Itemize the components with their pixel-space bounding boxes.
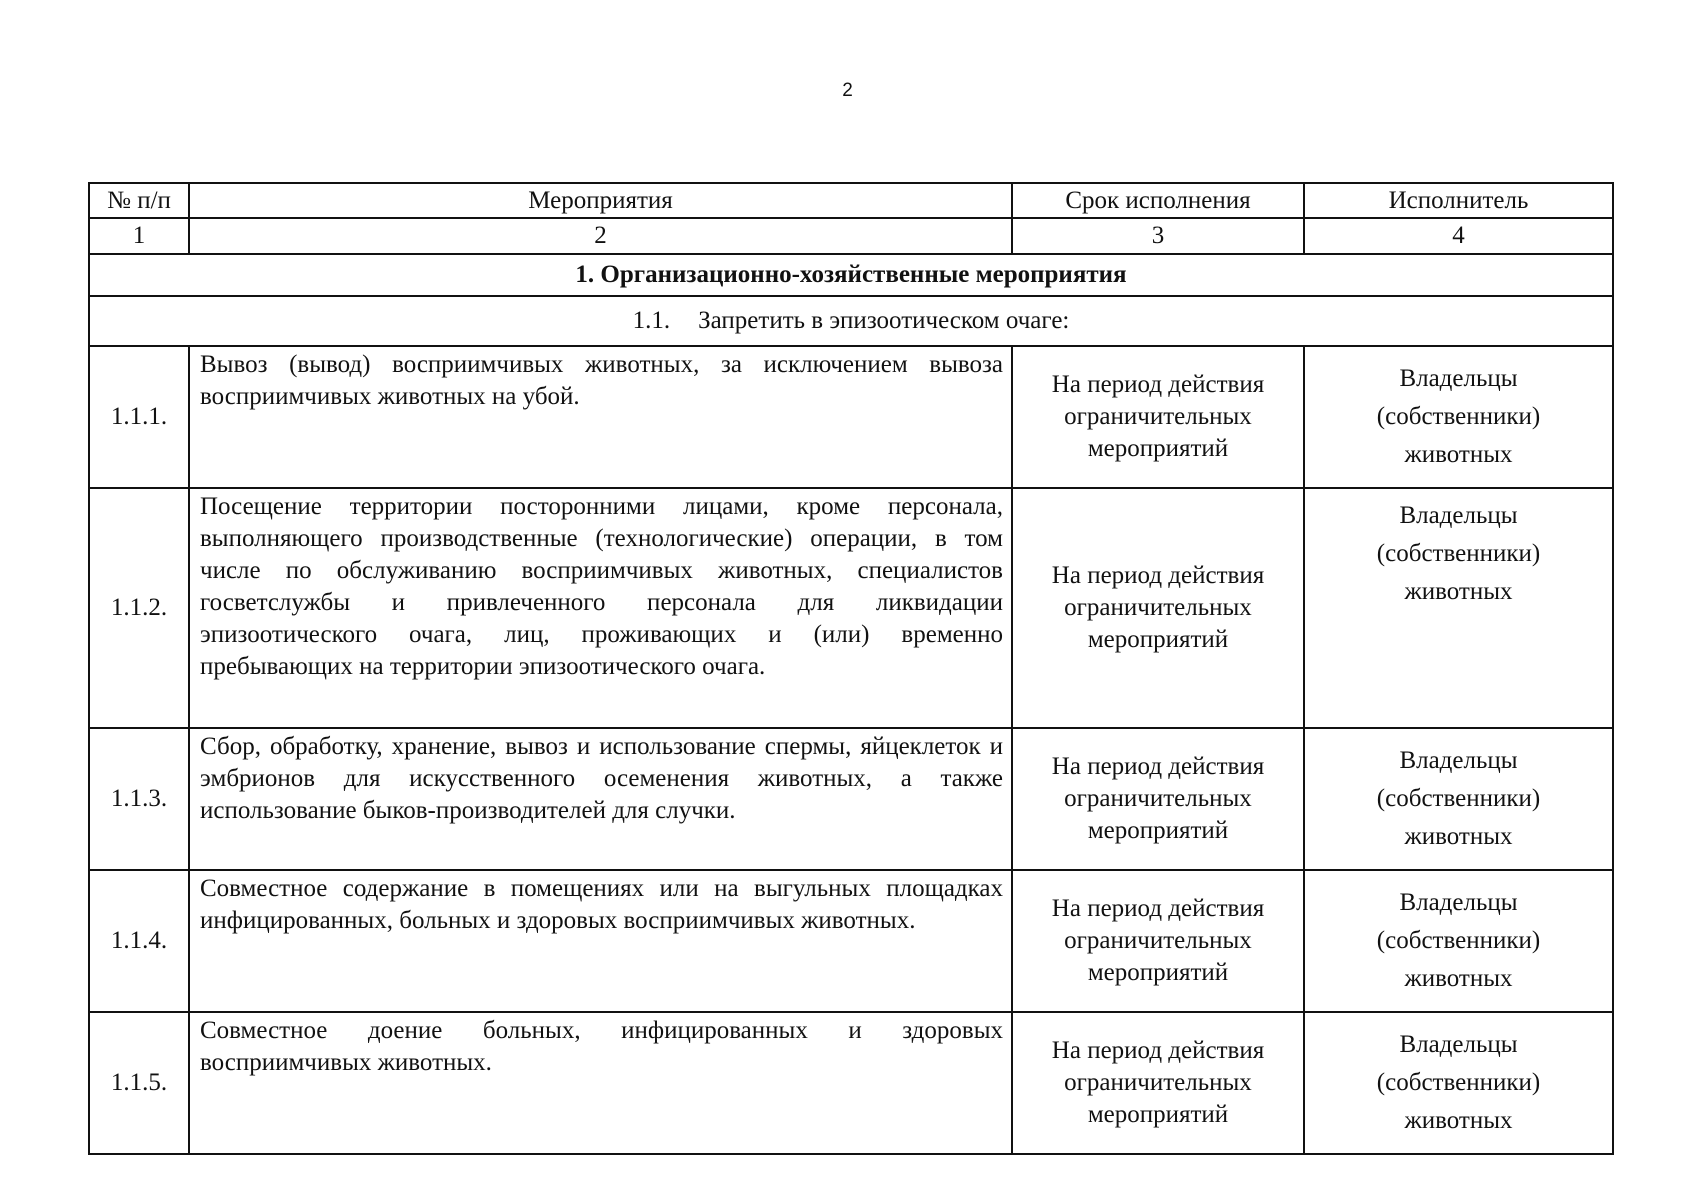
row-number: 1.1.2. [89, 488, 189, 728]
page-number: 2 [842, 80, 853, 101]
row-executor [1304, 728, 1613, 870]
row-activity: Совместное содержание в помещениях или на выгульных площадках инфицированных, больных и здоровых восприимчивых животных. [189, 870, 1012, 1012]
executor-line: Владельцы [1399, 889, 1518, 916]
executor-line: (собственники) [1376, 927, 1541, 954]
row-activity: Сбор, обработку, хранение, вывоз и использование спермы, яйцеклеток и эмбрионов для искусственного осеменения животных, а также использование быков-производителей для случки. [189, 728, 1012, 870]
term-line: ограничительных [1064, 594, 1252, 621]
term-line: ограничительных [1064, 927, 1252, 954]
executor-line: животных [1404, 823, 1513, 850]
term-line: мероприятий [1087, 626, 1229, 653]
section-title: 1. Организационно-хозяйственные мероприятия [89, 254, 1613, 296]
row-executor [1304, 1012, 1613, 1154]
subsection-row [89, 296, 1613, 346]
row-term [1012, 1012, 1304, 1154]
header-row [89, 183, 1613, 218]
header-activity: Мероприятия [189, 183, 1012, 218]
index-term: 3 [1012, 218, 1304, 254]
index-executor: 4 [1304, 218, 1613, 254]
row-number: 1.1.4. [89, 870, 189, 1012]
index-num: 1 [89, 218, 189, 254]
term-line: На период действия [1051, 562, 1265, 589]
row-executor [1304, 870, 1613, 1012]
executor-line: животных [1404, 1107, 1513, 1134]
table-row [89, 728, 1613, 870]
executor-line: животных [1404, 965, 1513, 992]
term-line: На период действия [1051, 371, 1265, 398]
subsection-cell [89, 296, 1613, 346]
table-row [89, 1012, 1613, 1154]
executor-line: Владельцы [1399, 502, 1518, 529]
row-activity: Вывоз (вывод) восприимчивых животных, за исключением вывоза восприимчивых животных на убой. [189, 346, 1012, 488]
term-line: На период действия [1051, 895, 1265, 922]
term-line: ограничительных [1064, 1069, 1252, 1096]
row-term [1012, 488, 1304, 728]
term-line: мероприятий [1087, 1101, 1229, 1128]
executor-line: (собственники) [1376, 540, 1541, 567]
executor-line: животных [1404, 441, 1513, 468]
executor-line: Владельцы [1399, 1031, 1518, 1058]
term-line: мероприятий [1087, 435, 1229, 462]
header-executor: Исполнитель [1304, 183, 1613, 218]
table-row [89, 346, 1613, 488]
executor-line: (собственники) [1376, 1069, 1541, 1096]
row-term [1012, 346, 1304, 488]
header-num: № п/п [89, 183, 189, 218]
table-row [89, 488, 1613, 728]
row-number: 1.1.5. [89, 1012, 189, 1154]
term-line: На период действия [1051, 1037, 1265, 1064]
term-line: мероприятий [1087, 817, 1229, 844]
section-row [89, 254, 1613, 296]
executor-line: (собственники) [1376, 785, 1541, 812]
executor-line: Владельцы [1399, 747, 1518, 774]
term-line: ограничительных [1064, 403, 1252, 430]
term-line: ограничительных [1064, 785, 1252, 812]
measures-table [88, 182, 1614, 1155]
executor-line: (собственники) [1376, 403, 1541, 430]
row-activity: Посещение территории посторонними лицами, кроме персонала, выполняющего производственные (технологические) операции, в том числе по обслуживанию восприимчивых животных, специалистов госветслужбы и привлеченного персонала для ликвидации эпизоотического очага, лиц, проживающих и (или) временно пребывающих на территории эпизоотического очага. [189, 488, 1012, 728]
row-number: 1.1.1. [89, 346, 189, 488]
table-row [89, 870, 1613, 1012]
executor-line: Владельцы [1399, 365, 1518, 392]
row-activity: Совместное доение больных, инфицированных и здоровых восприимчивых животных. [189, 1012, 1012, 1154]
row-term [1012, 728, 1304, 870]
term-line: На период действия [1051, 753, 1265, 780]
term-line: мероприятий [1087, 959, 1229, 986]
row-number: 1.1.3. [89, 728, 189, 870]
row-executor [1304, 488, 1613, 728]
row-term [1012, 870, 1304, 1012]
subsection-number: 1.1. [632, 307, 671, 334]
executor-line: животных [1404, 578, 1513, 605]
header-term: Срок исполнения [1012, 183, 1304, 218]
row-executor [1304, 346, 1613, 488]
column-index-row [89, 218, 1613, 254]
index-activity: 2 [189, 218, 1012, 254]
subsection-title: Запретить в эпизоотическом очаге: [698, 307, 1070, 334]
